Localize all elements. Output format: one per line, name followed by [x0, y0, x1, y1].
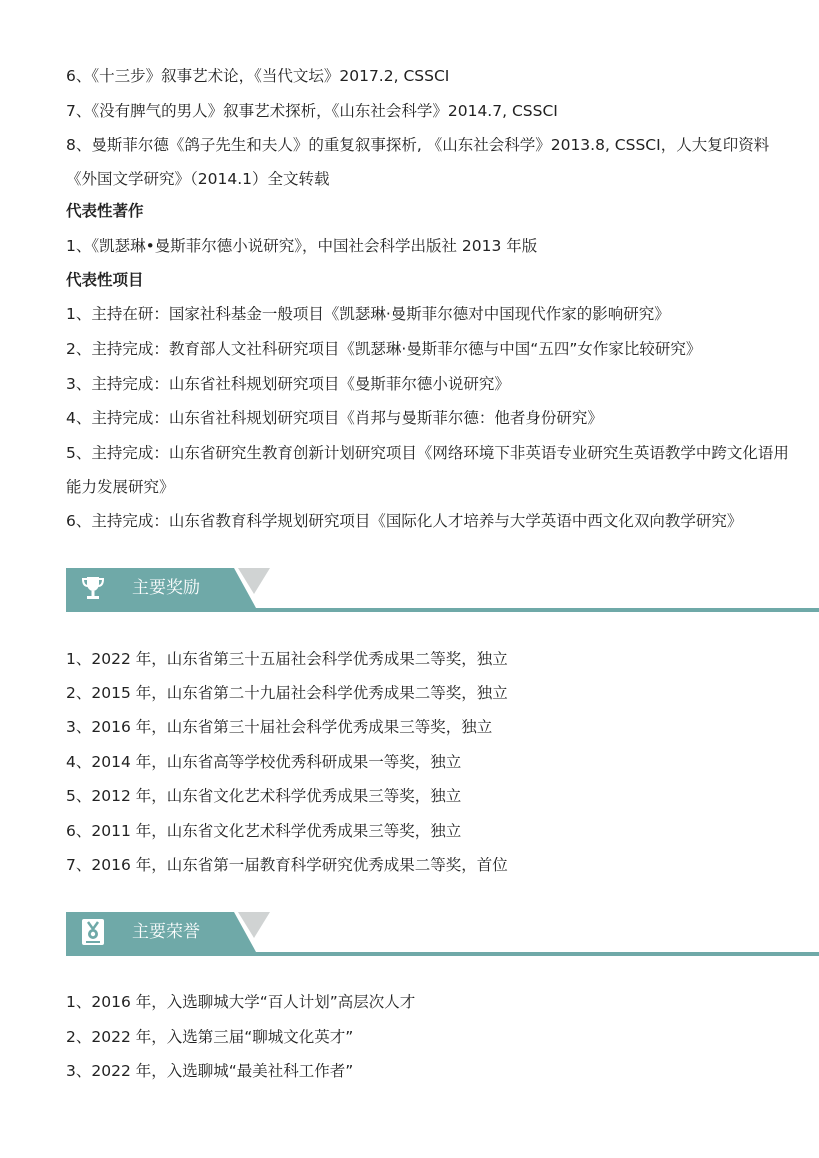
award-item: 3、2016 年，山东省第三十届社会科学优秀成果三等奖，独立 [66, 718, 493, 736]
award-item: 5、2012 年，山东省文化艺术科学优秀成果三等奖，独立 [66, 787, 462, 805]
trophy-icon [80, 574, 106, 602]
paper-item: 6、《十三步》叙事艺术论，《当代文坛》2017.2, CSSCI [66, 67, 450, 85]
project-item: 5、主持完成：山东省研究生教育创新计划研究项目《网络环境下非英语专业研究生英语教学中跨文化语用能力发展研究》 [66, 444, 789, 496]
honors-section-header [0, 912, 819, 956]
honor-item: 1、2016 年，入选聊城大学“百人计划”高层次人才 [66, 993, 416, 1011]
project-item: 4、主持完成：山东省社科规划研究项目《肖邦与曼斯菲尔德：他者身份研究》 [66, 409, 603, 427]
medal-icon [80, 918, 106, 946]
project-item: 2、主持完成：教育部人文社科研究项目《凯瑟琳·曼斯菲尔德与中国“五四”女作家比较研究》 [66, 340, 702, 358]
award-item: 1、2022 年，山东省第三十五届社会科学优秀成果二等奖，独立 [66, 650, 508, 668]
projects-heading: 代表性项目 [66, 271, 144, 289]
honor-item: 2、2022 年，入选第三届“聊城文化英才” [66, 1028, 354, 1046]
works-heading: 代表性著作 [66, 202, 144, 220]
award-item: 4、2014 年，山东省高等学校优秀科研成果一等奖，独立 [66, 753, 462, 771]
section-underline [66, 608, 819, 612]
honors-title: 主要荣誉 [132, 922, 200, 942]
project-item: 6、主持完成：山东省教育科学规划研究项目《国际化人才培养与大学英语中西文化双向教学研究》 [66, 512, 743, 530]
honor-item: 3、2022 年，入选聊城“最美社科工作者” [66, 1062, 354, 1080]
award-item: 6、2011 年，山东省文化艺术科学优秀成果三等奖，独立 [66, 822, 462, 840]
section-underline [66, 952, 819, 956]
award-item: 2、2015 年，山东省第二十九届社会科学优秀成果二等奖，独立 [66, 684, 508, 702]
project-item: 1、主持在研：国家社科基金一般项目《凯瑟琳·曼斯菲尔德对中国现代作家的影响研究》 [66, 305, 670, 323]
paper-item: 7、《没有脾气的男人》叙事艺术探析，《山东社会科学》2014.7, CSSCI [66, 102, 558, 120]
award-item: 7、2016 年，山东省第一届教育科学研究优秀成果二等奖，首位 [66, 856, 508, 874]
awards-title: 主要奖励 [132, 578, 200, 598]
project-item: 3、主持完成：山东省社科规划研究项目《曼斯菲尔德小说研究》 [66, 375, 510, 393]
paper-item: 8、曼斯菲尔德《鸽子先生和夫人》的重复叙事探析, 《山东社会科学》2013.8, CSSCI，人大复印资料《外国文学研究》（2014.1）全文转载 [66, 136, 770, 188]
works-item: 1、《凯瑟琳•曼斯菲尔德小说研究》，中国社会科学出版社 2013 年版 [66, 237, 538, 255]
awards-section-header [0, 568, 819, 612]
